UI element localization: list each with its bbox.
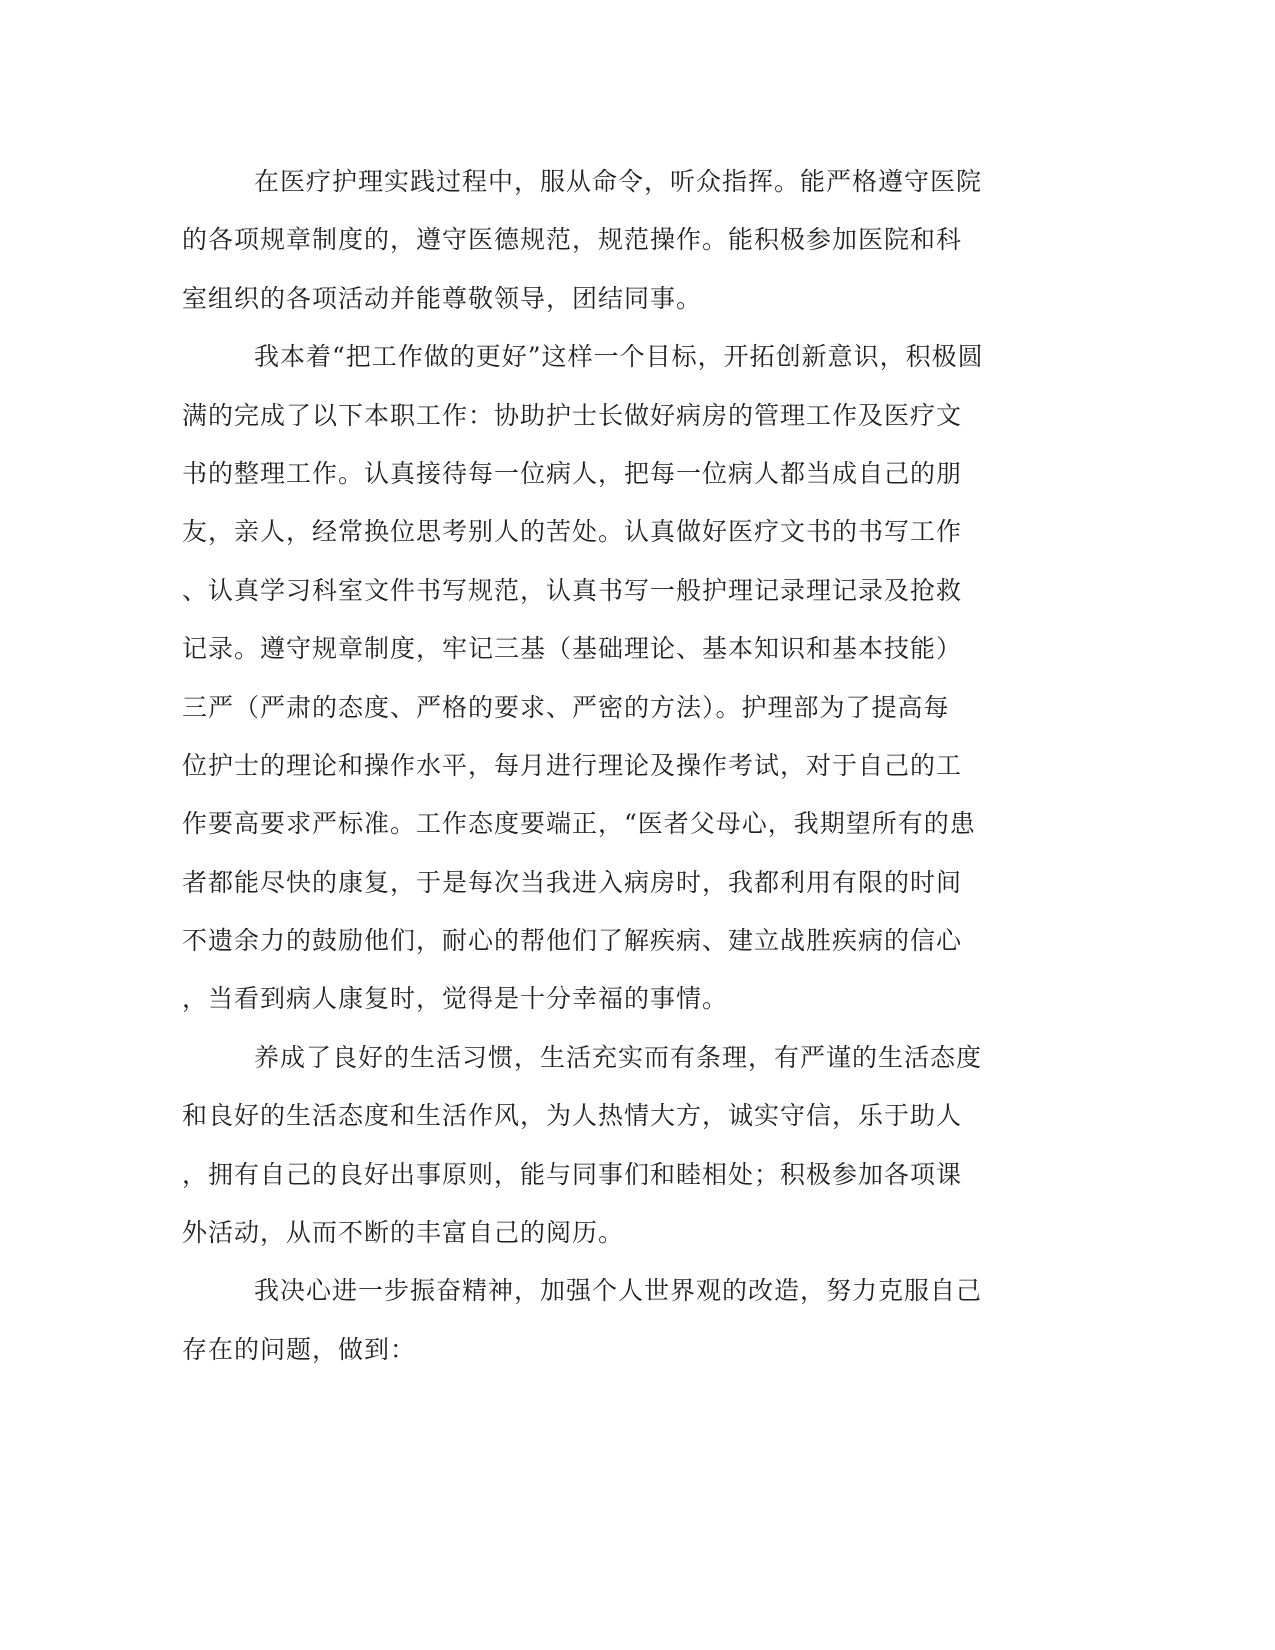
text-line: 我决心进一步振奋精神，加强个人世界观的改造，努力克服自己 xyxy=(254,1276,983,1306)
text-line: 室组织的各项活动并能尊敬领导，团结同事。 xyxy=(182,283,703,313)
text-line: ，拥有自己的良好出事原则，能与同事们和睦相处；积极参加各项课 xyxy=(182,1159,963,1189)
text-line: 书的整理工作。认真接待每一位病人，把每一位病人都当成自己的朋 xyxy=(182,458,963,488)
document-body xyxy=(182,153,1042,1379)
text-line: 位护士的理论和操作水平，每月进行理论及操作考试，对于自己的工 xyxy=(182,750,963,780)
paragraph xyxy=(182,1262,1042,1379)
text-line: 在医疗护理实践过程中，服从命令，听众指挥。能严格遵守医院 xyxy=(254,167,983,196)
text-line: 外活动，从而不断的丰富自己的阅历。 xyxy=(182,1218,625,1248)
text-line: 者都能尽快的康复，于是每次当我进入病房时，我都利用有限的时间 xyxy=(182,867,963,897)
text-line: 三严（严肃的态度、严格的要求、严密的方法）。护理部为了提高每 xyxy=(182,692,950,722)
text-line: 记录。遵守规章制度，牢记三基（基础理论、基本知识和基本技能） xyxy=(182,634,963,664)
paragraph xyxy=(182,1029,1042,1263)
text-line: 养成了良好的生活习惯，生活充实而有条理，有严谨的生活态度 xyxy=(254,1042,983,1072)
paragraph xyxy=(182,153,1042,328)
text-line: 和良好的生活态度和生活作风，为人热情大方，诚实守信，乐于助人 xyxy=(182,1101,963,1131)
text-line: 存在的问题，做到： xyxy=(182,1334,417,1364)
paragraph xyxy=(182,328,1042,1029)
text-line: 、认真学习科室文件书写规范，认真书写一般护理记录理记录及抢救 xyxy=(182,575,963,605)
text-line: 我本着“把工作做的更好”这样一个目标，开拓创新意识，积极圆 xyxy=(254,342,984,372)
text-line: 友，亲人，经常换位思考别人的苦处。认真做好医疗文书的书写工作 xyxy=(182,517,963,547)
text-line: 满的完成了以下本职工作：协助护士长做好病房的管理工作及医疗文 xyxy=(182,400,963,430)
text-line: 作要高要求严标准。工作态度要端正，“医者父母心，我期望所有的患 xyxy=(182,809,976,839)
text-line: 的各项规章制度的，遵守医德规范，规范操作。能积极参加医院和科 xyxy=(182,225,963,255)
text-line: 不遗余力的鼓励他们，耐心的帮他们了解疾病、建立战胜疾病的信心 xyxy=(182,926,963,956)
text-line: ，当看到病人康复时，觉得是十分幸福的事情。 xyxy=(182,984,729,1014)
